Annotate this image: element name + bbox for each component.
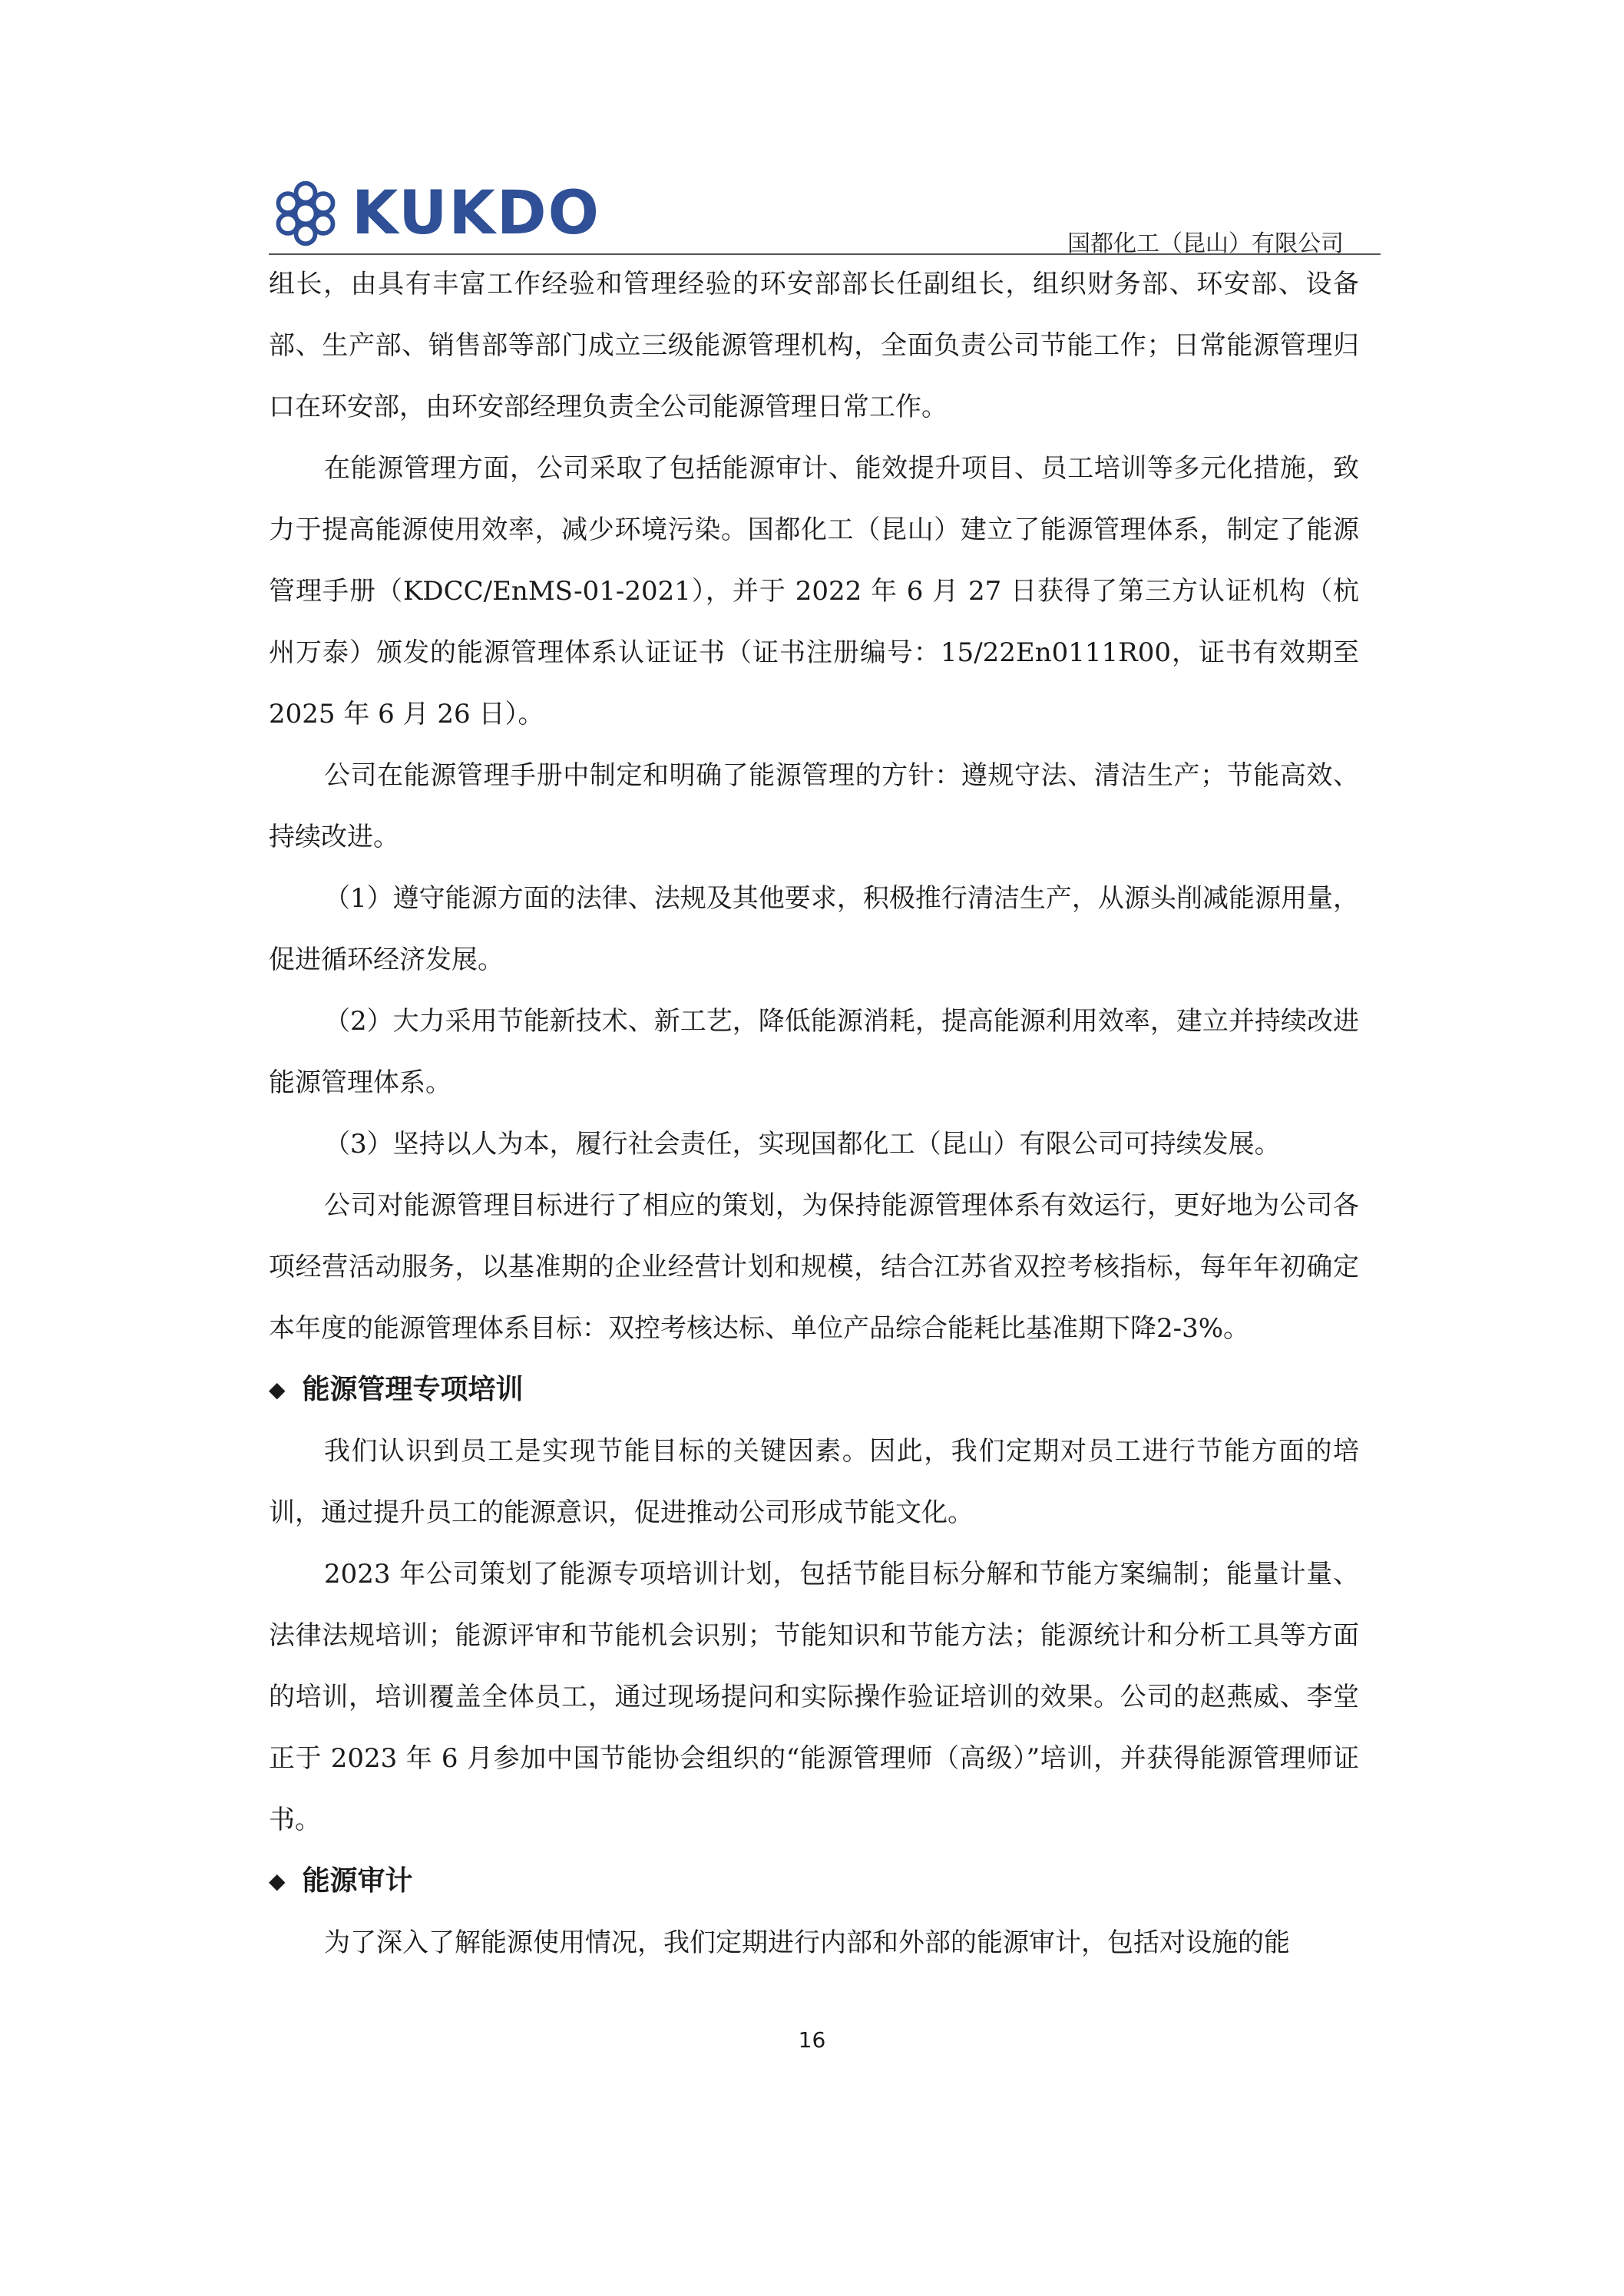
company-logo bbox=[269, 175, 600, 252]
kukdo-flower-logo-icon bbox=[269, 177, 342, 250]
diamond-bullet-icon: ◆ bbox=[269, 1377, 286, 1402]
page-number: 16 bbox=[798, 2027, 826, 2053]
body-paragraph: 为了深入了解能源使用情况，我们定期进行内部和外部的能源审计，包括对设施的能 bbox=[324, 1927, 1290, 1958]
policy-list-item: （1）遵守能源方面的法律、法规及其他要求，积极推行清洁生产，从源头削减能源用量，促进循环经济发展。 bbox=[269, 883, 1359, 975]
policy-list-item: （2）大力采用节能新技术、新工艺，降低能源消耗，提高能源利用效率，建立并持续改进能源管理体系。 bbox=[269, 1006, 1359, 1098]
page-body bbox=[269, 253, 1359, 1973]
body-paragraph: 我们认识到员工是实现节能目标的关键因素。因此，我们定期对员工进行节能方面的培训，通过提升员工的能源意识，促进推动公司形成节能文化。 bbox=[269, 1436, 1359, 1528]
body-paragraph: 2023 年公司策划了能源专项培训计划，包括节能目标分解和节能方案编制；能量计量、法律法规培训；能源评审和节能机会识别；节能知识和节能方法；能源统计和分析工具等方面的培训，培训覆盖全体员工，通过现场提问和实际操作验证培训的效果。公司的赵燕威、李堂正于 2023 年 6 月参加中国节能协会组织的“能源管理师（高级）”培训，并获得能源管理师证书。 bbox=[269, 1559, 1359, 1835]
section-heading-text: 能源管理专项培训 bbox=[302, 1374, 524, 1405]
body-paragraph: 公司在能源管理手册中制定和明确了能源管理的方针：遵规守法、清洁生产；节能高效、持续改进。 bbox=[269, 760, 1359, 852]
body-paragraph: 公司对能源管理目标进行了相应的策划，为保持能源管理体系有效运行，更好地为公司各项经营活动服务，以基准期的企业经营计划和规模，结合江苏省双控考核指标，每年年初确定本年度的能源管理体系目标：双控考核达标、单位产品综合能耗比基准期下降2-3%。 bbox=[269, 1190, 1359, 1344]
body-paragraph: 在能源管理方面，公司采取了包括能源审计、能效提升项目、员工培训等多元化措施，致力于提高能源使用效率，减少环境污染。国都化工（昆山）建立了能源管理体系，制定了能源管理手册（KDCC/EnMS-01-2021），并于 2022 年 6 月 27 日获得了第三方认证机构（杭州万泰）颁发的能源管理体系认证证书（证书注册编号：15/22En0111R00，证书有效期至 2025 年 6 月 26 日）。 bbox=[269, 453, 1359, 729]
logo-wordmark: KUKDO bbox=[352, 179, 600, 248]
diamond-bullet-icon: ◆ bbox=[269, 1868, 286, 1894]
page-header bbox=[269, 175, 1344, 266]
section-heading-text: 能源审计 bbox=[302, 1865, 413, 1897]
header-company-name: 国都化工（昆山）有限公司 bbox=[1067, 230, 1344, 257]
policy-list-item: （3）坚持以人为本，履行社会责任，实现国都化工（昆山）有限公司可持续发展。 bbox=[324, 1129, 1281, 1160]
section-heading-audit bbox=[269, 1851, 1359, 1912]
section-heading-training bbox=[269, 1359, 1359, 1421]
body-paragraph: 组长，由具有丰富工作经验和管理经验的环安部部长任副组长，组织财务部、环安部、设备部、生产部、销售部等部门成立三级能源管理机构，全面负责公司节能工作；日常能源管理归口在环安部，由环安部经理负责全公司能源管理日常工作。 bbox=[269, 269, 1359, 422]
